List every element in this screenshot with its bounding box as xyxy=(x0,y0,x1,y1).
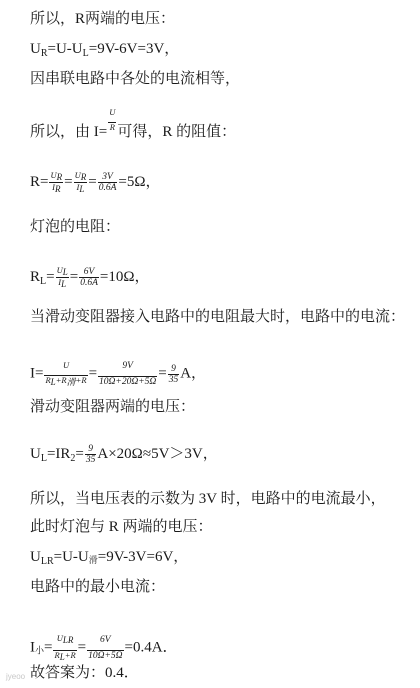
text-line xyxy=(30,10,175,28)
fraction: $\frac{6V}{0.6A}$ xyxy=(80,267,98,288)
answer-line: 故答案为：0.4． xyxy=(30,665,139,681)
fraction: $\frac{6V}{10\Omega+5\Omega}$ xyxy=(88,635,123,661)
fraction: $\frac{9V}{10\Omega+20\Omega+5\Omega}$ xyxy=(99,361,157,387)
text-line: 电路中的最小电流： xyxy=(30,579,166,595)
equation-ul: $U_L=IR_2=$ $\frac{9}{35}$ A×20Ω≈5V＞3V， xyxy=(30,444,218,465)
fraction: $\frac{U}{R}$ xyxy=(109,107,116,132)
fraction: $\frac{U}{R_L+R_滑+R}$ xyxy=(45,360,87,387)
text-line: 所以，当电压表的示数为 3V 时，电路中的电流最小， xyxy=(30,491,386,507)
text-line: 当滑动变阻器接入电路中的电阻最大时，电路中的电流： xyxy=(30,309,406,325)
fraction: $\frac{3V}{0.6A}$ xyxy=(98,172,117,193)
line-text: 所以，R两端的电压： xyxy=(30,11,176,27)
fraction: $\frac{U_L}{I_L}$ xyxy=(56,265,68,289)
equation-ur: $U_R=U-U_L=9V-6V=3V$， xyxy=(30,41,180,59)
equation-ulr: $U_{LR}=U-U_滑=9V-3V=6V$， xyxy=(30,549,189,567)
fraction: $\frac{9}{35}$ xyxy=(85,444,96,465)
text-line: 灯泡的电阻： xyxy=(30,219,121,235)
equation-rl: $R_L=$ $\frac{U_L}{I_L}$ = $\frac{6V}{0.6A}$ =10Ω， xyxy=(30,265,150,289)
fraction: $\frac{U_R}{I_R}$ xyxy=(50,170,63,194)
watermark: jyeoo xyxy=(6,672,26,681)
equation-ohm-law: 所以，由 I= $\frac{U}{R}$ 可得，R 的阻值： xyxy=(30,107,237,140)
equation-i-min: $I_小=$ $\frac{U_{LR}}{R_L+R}$ = $\frac{6V}{10\Omega+5\Omega}$ =0.4A． xyxy=(30,633,178,662)
text-line: 因串联电路中各处的电流相等， xyxy=(30,71,241,87)
fraction: $\frac{U_{LR}}{R_L+R}$ xyxy=(54,633,76,662)
equation-i-max: I= $\frac{U}{R_L+R_滑+R}$ = $\frac{9V}{10\Omega+20\Omega+5\Omega}$ = $\frac{9}{35}$ A， xyxy=(30,360,207,387)
equation-r: R= $\frac{U_R}{I_R}$ = $\frac{U_R}{I_L}$ = $\frac{3V}{0.6A}$ =5Ω， xyxy=(30,170,161,194)
text-line: 滑动变阻器两端的电压： xyxy=(30,399,196,415)
fraction: $\frac{9}{35}$ xyxy=(168,363,179,385)
text-line: 此时灯泡与 R 两端的电压： xyxy=(30,519,213,535)
fraction: $\frac{U_R}{I_L}$ xyxy=(74,170,87,194)
